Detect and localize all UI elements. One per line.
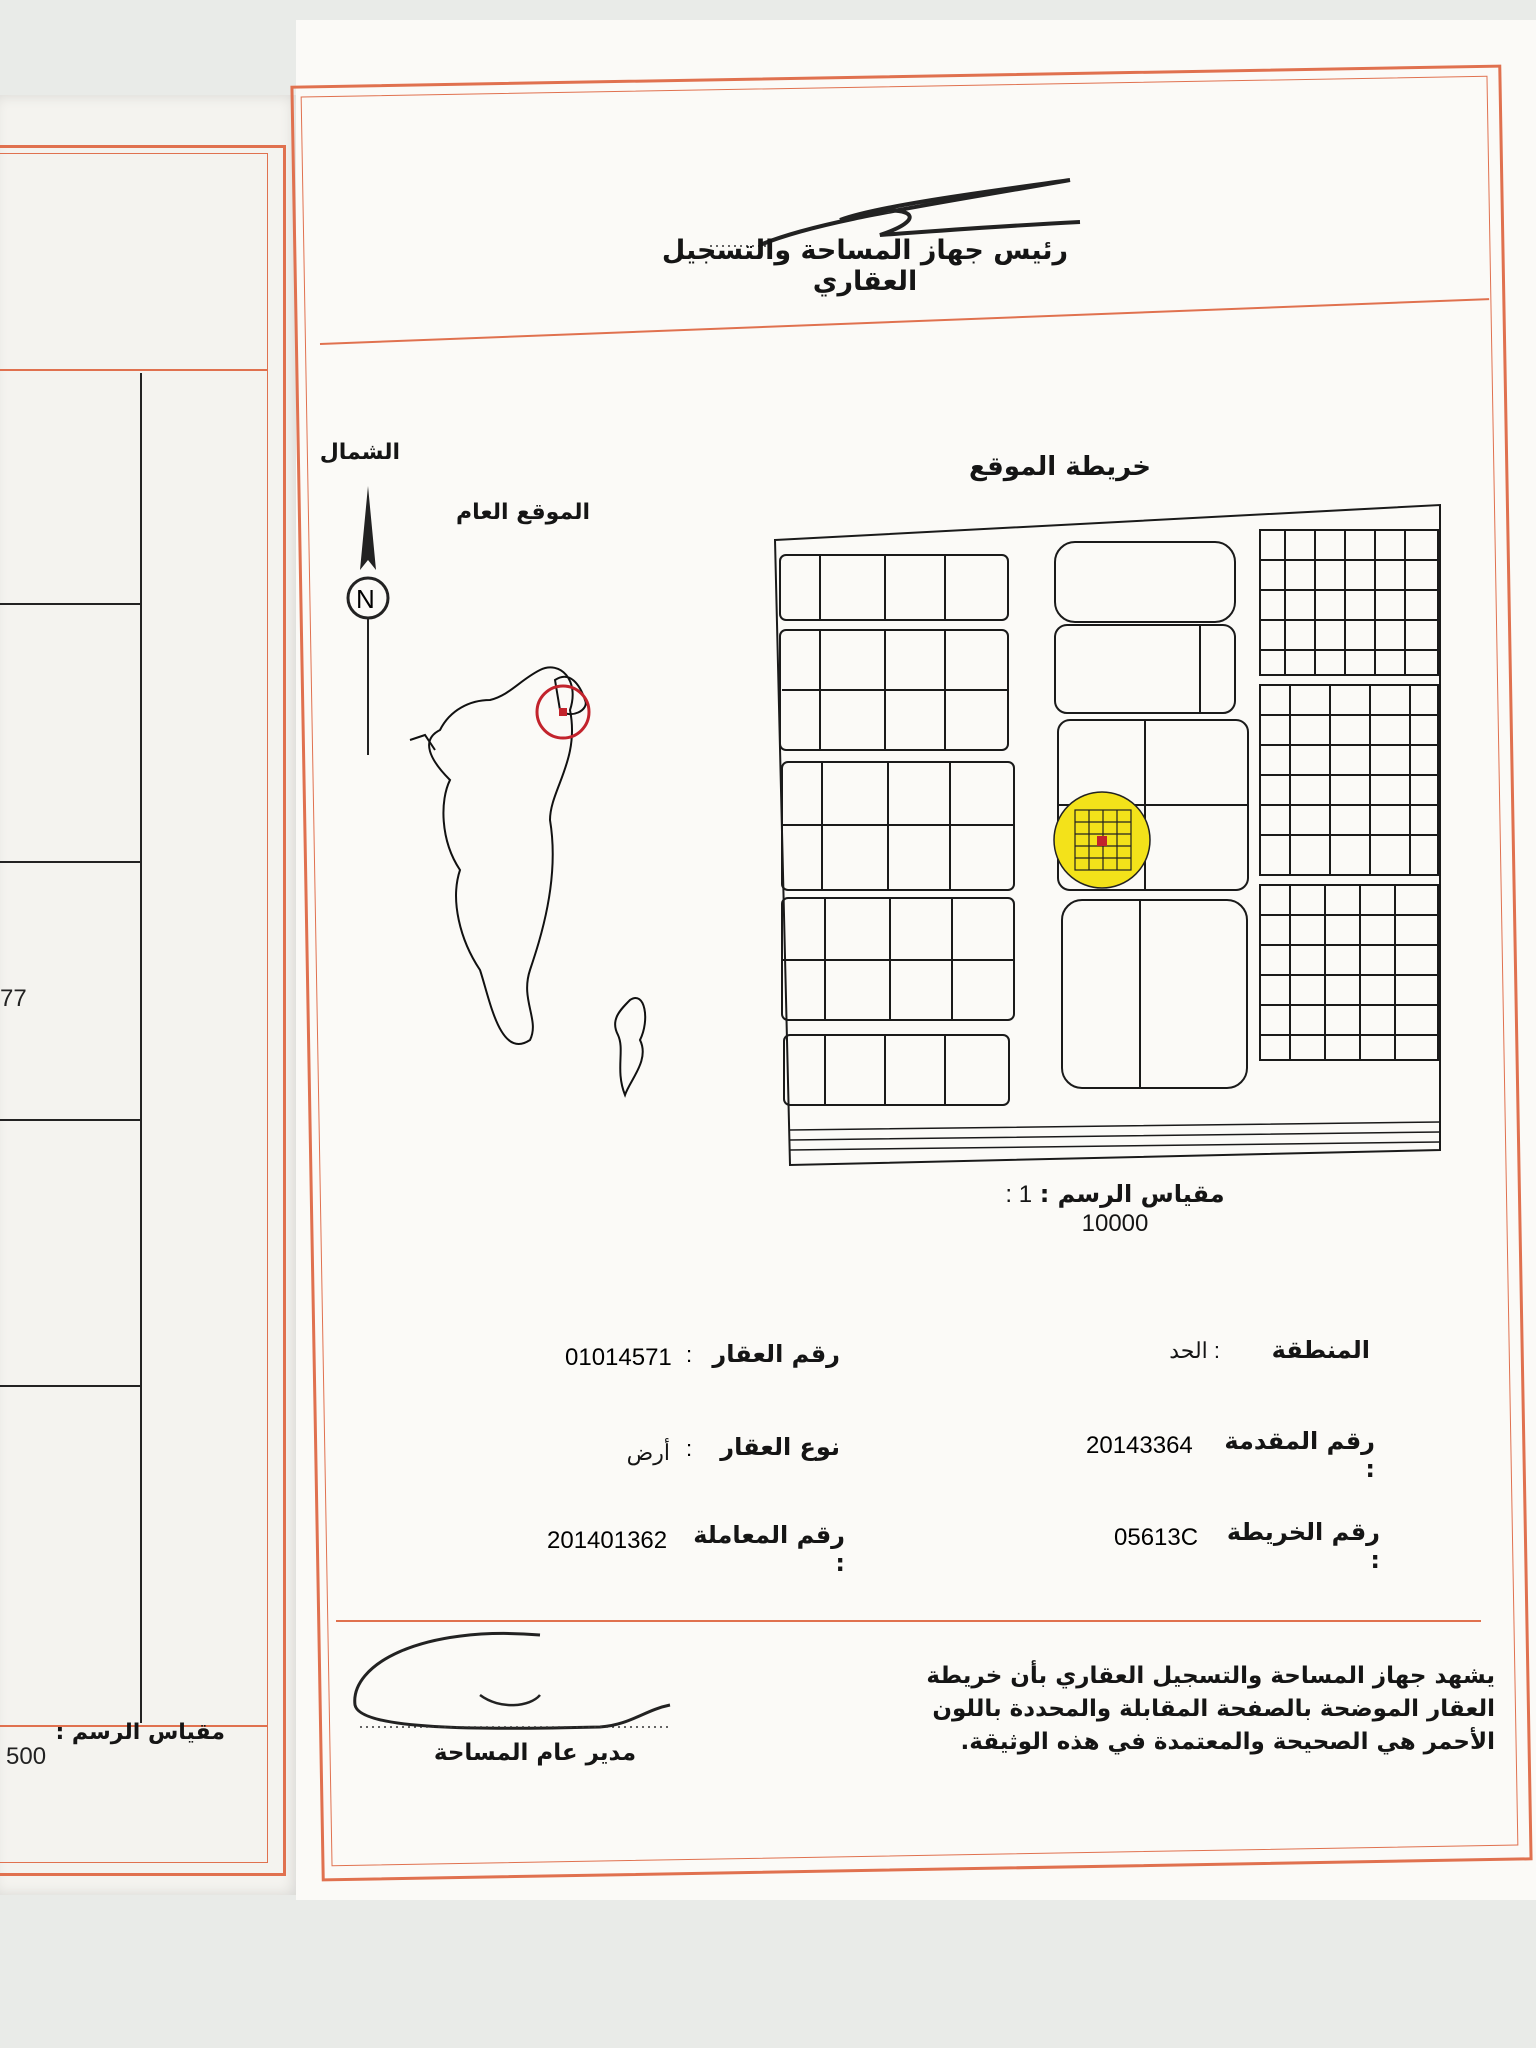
- map-number-value: 05613C: [1114, 1524, 1199, 1551]
- location-map-title: خريطة الموقع: [968, 452, 1151, 482]
- left-scale-value: 500: [6, 1743, 47, 1770]
- map-scale: [970, 1180, 1260, 1238]
- director-signature: [340, 1615, 700, 1745]
- left-table-vline: [140, 373, 142, 1723]
- left-table-hline: [0, 603, 142, 605]
- intro-number-value: 20143364: [1086, 1432, 1193, 1459]
- intro-number-label: رقم المقدمة :: [1224, 1427, 1375, 1483]
- site-plan-map: [770, 500, 1450, 1180]
- left-scale-label: مقياس الرسم :: [55, 1720, 225, 1745]
- property-number-value: 01014571: [565, 1344, 672, 1371]
- certification-line: العقار الموضحة بالصفحة المقابلة والمحددة باللون: [932, 1696, 1495, 1722]
- transaction-number-label: رقم المعاملة :: [693, 1521, 845, 1577]
- left-page-rule: [0, 369, 268, 371]
- left-table-hline: [0, 1119, 142, 1121]
- area-value: : الحد: [1169, 1338, 1220, 1363]
- property-number-label: رقم العقار: [712, 1340, 840, 1368]
- property-type-sep: :: [686, 1436, 693, 1461]
- left-page-border-inner: [0, 153, 268, 1863]
- transaction-number-value: 201401362: [547, 1527, 668, 1554]
- left-table-hline: [0, 861, 142, 863]
- certification-line: الأحمر هي الصحيحة والمعتمدة في هذه الوثيقة.: [960, 1729, 1495, 1755]
- left-table-hline: [0, 1385, 142, 1387]
- head-title: رئيس جهاز المساحة والتسجيل العقاري: [661, 235, 1069, 297]
- area-label: المنطقة: [1271, 1336, 1370, 1364]
- property-type-label: نوع العقار: [720, 1433, 840, 1461]
- certification-line: يشهد جهاز المساحة والتسجيل العقاري بأن خريطة: [926, 1663, 1495, 1689]
- map-number-label: رقم الخريطة :: [1226, 1518, 1380, 1574]
- country-outline-map: [380, 640, 680, 1140]
- map-scale-label: مقياس الرسم :: [1039, 1180, 1225, 1208]
- property-number-sep: :: [686, 1342, 693, 1367]
- left-page: [0, 95, 300, 1895]
- property-type-value: أرض: [626, 1440, 670, 1465]
- signatory-title: مدير عام المساحة: [433, 1740, 637, 1766]
- north-letter: N: [356, 584, 375, 614]
- certification-text: [905, 1660, 1495, 1759]
- map-scale-value: 1 : 10000: [1005, 1181, 1149, 1237]
- general-location-title: الموقع العام: [455, 500, 590, 525]
- north-label: الشمال: [319, 440, 400, 465]
- left-partial-value: 77: [0, 985, 27, 1012]
